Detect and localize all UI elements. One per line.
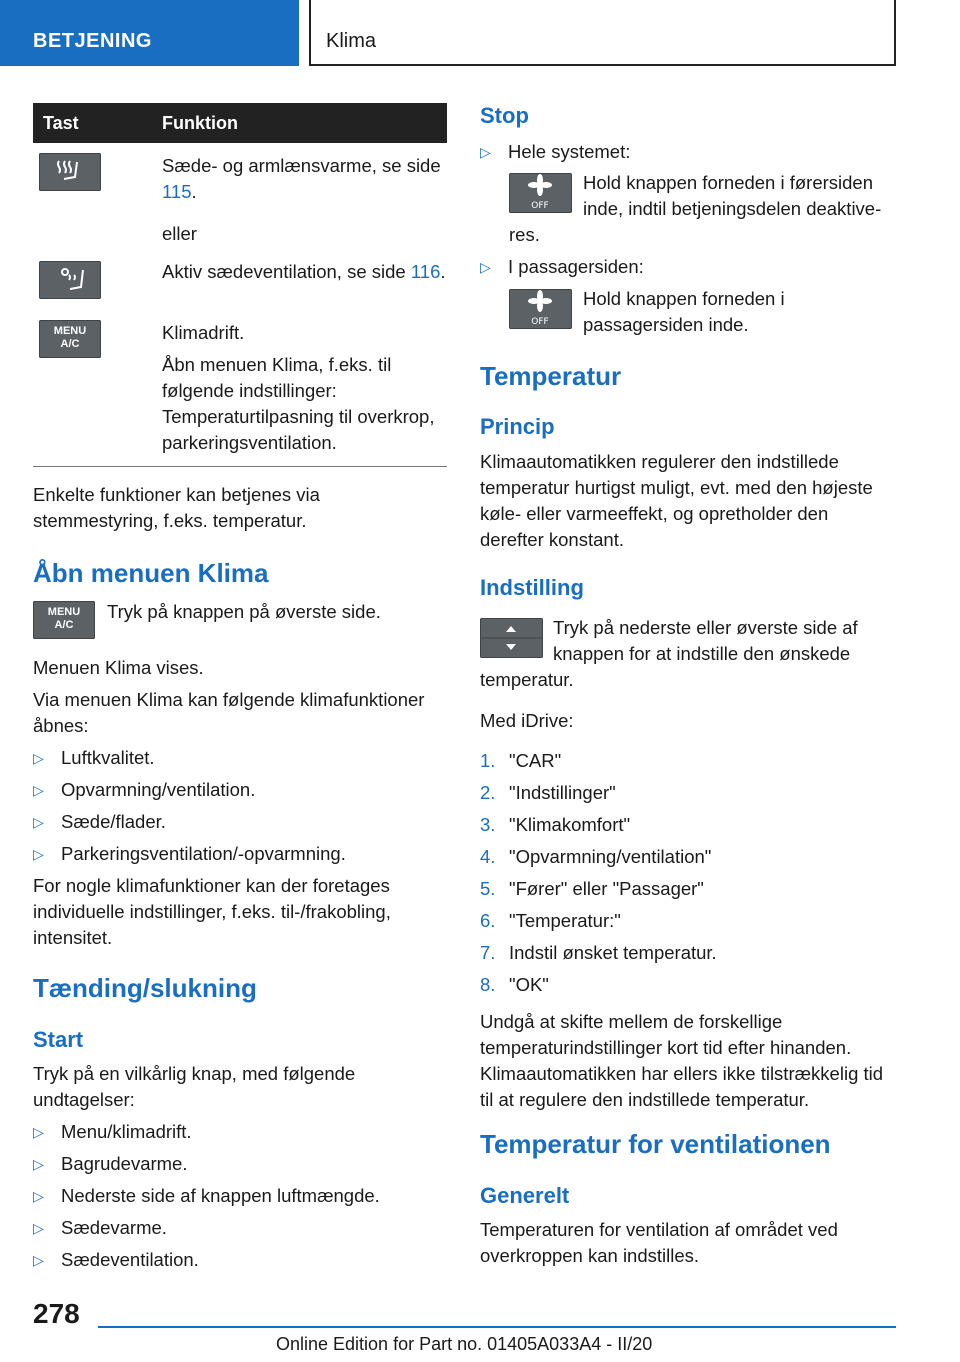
list-item: ▷ Nederste side af knappen luftmængde. <box>33 1183 380 1209</box>
vent-temperature-heading: Temperatur for ventilationen <box>480 1129 831 1159</box>
step-text: "Indstillinger" <box>509 782 616 803</box>
menu-ac-button <box>33 601 95 639</box>
step-number: 8. <box>480 974 496 995</box>
list-item: ▷ Sædevarme. <box>33 1215 380 1241</box>
table-header-key: Tast <box>33 103 162 143</box>
step-text: "Temperatur:" <box>509 910 621 931</box>
seat-ventilation-text: Aktiv sædeventilation, se side <box>162 261 411 282</box>
start-heading: Start <box>33 1027 84 1052</box>
stop-heading: Stop <box>480 103 529 128</box>
climate-mode-text: Klimadrift. <box>162 322 245 343</box>
footer-divider <box>98 1326 896 1328</box>
list-item <box>480 908 717 934</box>
stop-pass-item: ▷ I passagersiden: <box>480 254 644 280</box>
climate-function-list <box>33 745 346 867</box>
setting-tail: temperatur. <box>480 669 574 690</box>
step-number: 4. <box>480 846 496 867</box>
setting-heading: Indstilling <box>480 575 584 600</box>
list-item: ▷ Opvarmning/ventilation. <box>33 777 346 803</box>
list-item <box>480 748 717 774</box>
step-number: 3. <box>480 814 496 835</box>
temperature-heading: Temperatur <box>480 361 622 391</box>
or-text: eller <box>162 223 197 244</box>
step-text: "CAR" <box>509 750 562 771</box>
step-text: "Opvarmning/ventilation" <box>509 846 712 867</box>
avoid-switching-text: Undgå at skifte mellem de forskellige temperaturindstillinger kort tid efter hinanden. Klimaautomatikken har ellers ikke tilstrækkelig tid til at regulere den indstillede temperatur. <box>480 1011 884 1110</box>
off-label: OFF <box>531 201 549 211</box>
list-item: ▷ Menu/klimadrift. <box>33 1119 380 1145</box>
section-title: BETJENING <box>33 30 152 52</box>
list-item: ▷ Bagrudevarme. <box>33 1151 380 1177</box>
principle-heading: Princip <box>480 414 555 439</box>
btn-label-ac: A/C <box>54 619 74 631</box>
climate-menu-text: Åbn menuen Klima, f.eks. til følgende indstillinger: Temperaturtilpasning til overkrop, parkeringsventilation. <box>162 354 435 453</box>
edition-text: Online Edition for Part no. 01405A033A4 - II/20 <box>276 1334 653 1354</box>
page-link-116[interactable]: 116 <box>410 261 441 282</box>
seat-heating-icon <box>39 153 101 191</box>
stop-all-item: ▷ Hele systemet: <box>480 139 630 165</box>
menu-shown-text: Menuen Klima vises. <box>33 657 204 678</box>
btn-label-ac: A/C <box>60 338 80 350</box>
punct: . <box>440 261 446 282</box>
list-item: ▷ Parkeringsventilation/-opvarmning. <box>33 841 346 867</box>
table-header-function: Funktion <box>162 103 447 143</box>
seat-ventilation-icon <box>39 261 101 299</box>
stop-pass-text: Hold knappen forneden i passagersiden inde. <box>583 288 785 335</box>
via-menu-text: Via menuen Klima kan følgende klimafunktioner åbnes: <box>33 689 425 736</box>
function-table <box>33 103 447 467</box>
seat-heating-text: Sæde- og armlænsvarme, se side <box>162 155 441 176</box>
open-menu-heading: Åbn menuen Klima <box>33 558 269 588</box>
chapter-tab <box>309 0 896 66</box>
section-tab[interactable] <box>0 0 299 66</box>
step-number: 6. <box>480 910 496 931</box>
general-heading: Generelt <box>480 1183 570 1208</box>
stop-all-tail: res. <box>509 224 540 245</box>
punct: . <box>191 181 197 202</box>
step-text: "Klimakomfort" <box>509 814 631 835</box>
general-text: Temperaturen for ventilation af området ved overkroppen kan indstilles. <box>480 1219 838 1266</box>
open-menu-text: Tryk på knappen på øverste side. <box>107 601 381 622</box>
fan-off-icon <box>509 289 572 329</box>
temperature-up-down-icon <box>480 618 543 658</box>
list-item <box>480 812 717 838</box>
principle-text: Klimaautomatikken regulerer den indstillede temperatur hurtigst muligt, evt. med den højeste køle- eller varmeeffekt, og opretholder den derefter konstant. <box>480 451 873 550</box>
btn-label-menu: MENU <box>47 606 81 618</box>
chapter-title: Klima <box>326 30 377 52</box>
page-link-115[interactable]: 115 <box>162 181 192 202</box>
list-item <box>480 972 717 998</box>
list-item: ▷ Sæde/flader. <box>33 809 346 835</box>
onoff-heading: Tænding/slukning <box>33 973 257 1003</box>
exception-list <box>33 1119 380 1273</box>
btn-label-menu: MENU <box>53 325 87 337</box>
idrive-label: Med iDrive: <box>480 710 574 731</box>
menu-ac-icon <box>39 320 101 358</box>
off-label: OFF <box>531 317 549 327</box>
step-number: 5. <box>480 878 496 899</box>
list-item <box>480 876 717 902</box>
list-item <box>480 940 717 966</box>
left-column <box>33 103 447 1270</box>
step-text: "Fører" eller "Passager" <box>509 878 704 899</box>
idrive-steps <box>480 748 717 998</box>
step-text: "OK" <box>509 974 549 995</box>
start-text: Tryk på en vilkårlig knap, med følgende undtagelser: <box>33 1063 356 1110</box>
setting-text: Tryk på nederste eller øverste side af knappen for at indstille den ønskede <box>553 617 858 664</box>
list-item: ▷ Luftkvalitet. <box>33 745 346 771</box>
step-text: Indstil ønsket temperatur. <box>509 942 717 963</box>
step-number: 2. <box>480 782 496 803</box>
step-number: 7. <box>480 942 496 963</box>
list-item <box>480 844 717 870</box>
list-item: ▷ Sædeventilation. <box>33 1247 380 1273</box>
individual-settings-text: For nogle klimafunktioner kan der foretages individuelle indstillinger, f.eks. til-/frakobling, intensitet. <box>33 875 391 948</box>
stop-all-text: Hold knappen forneden i førersiden inde, indtil betjeningsdelen deaktive- <box>583 172 882 219</box>
fan-off-icon <box>509 173 572 213</box>
step-number: 1. <box>480 750 496 771</box>
page-number: 278 <box>33 1298 80 1329</box>
list-item <box>480 780 717 806</box>
voice-control-text: Enkelte funktioner kan betjenes via stemmestyring, f.eks. temperatur. <box>33 484 320 531</box>
